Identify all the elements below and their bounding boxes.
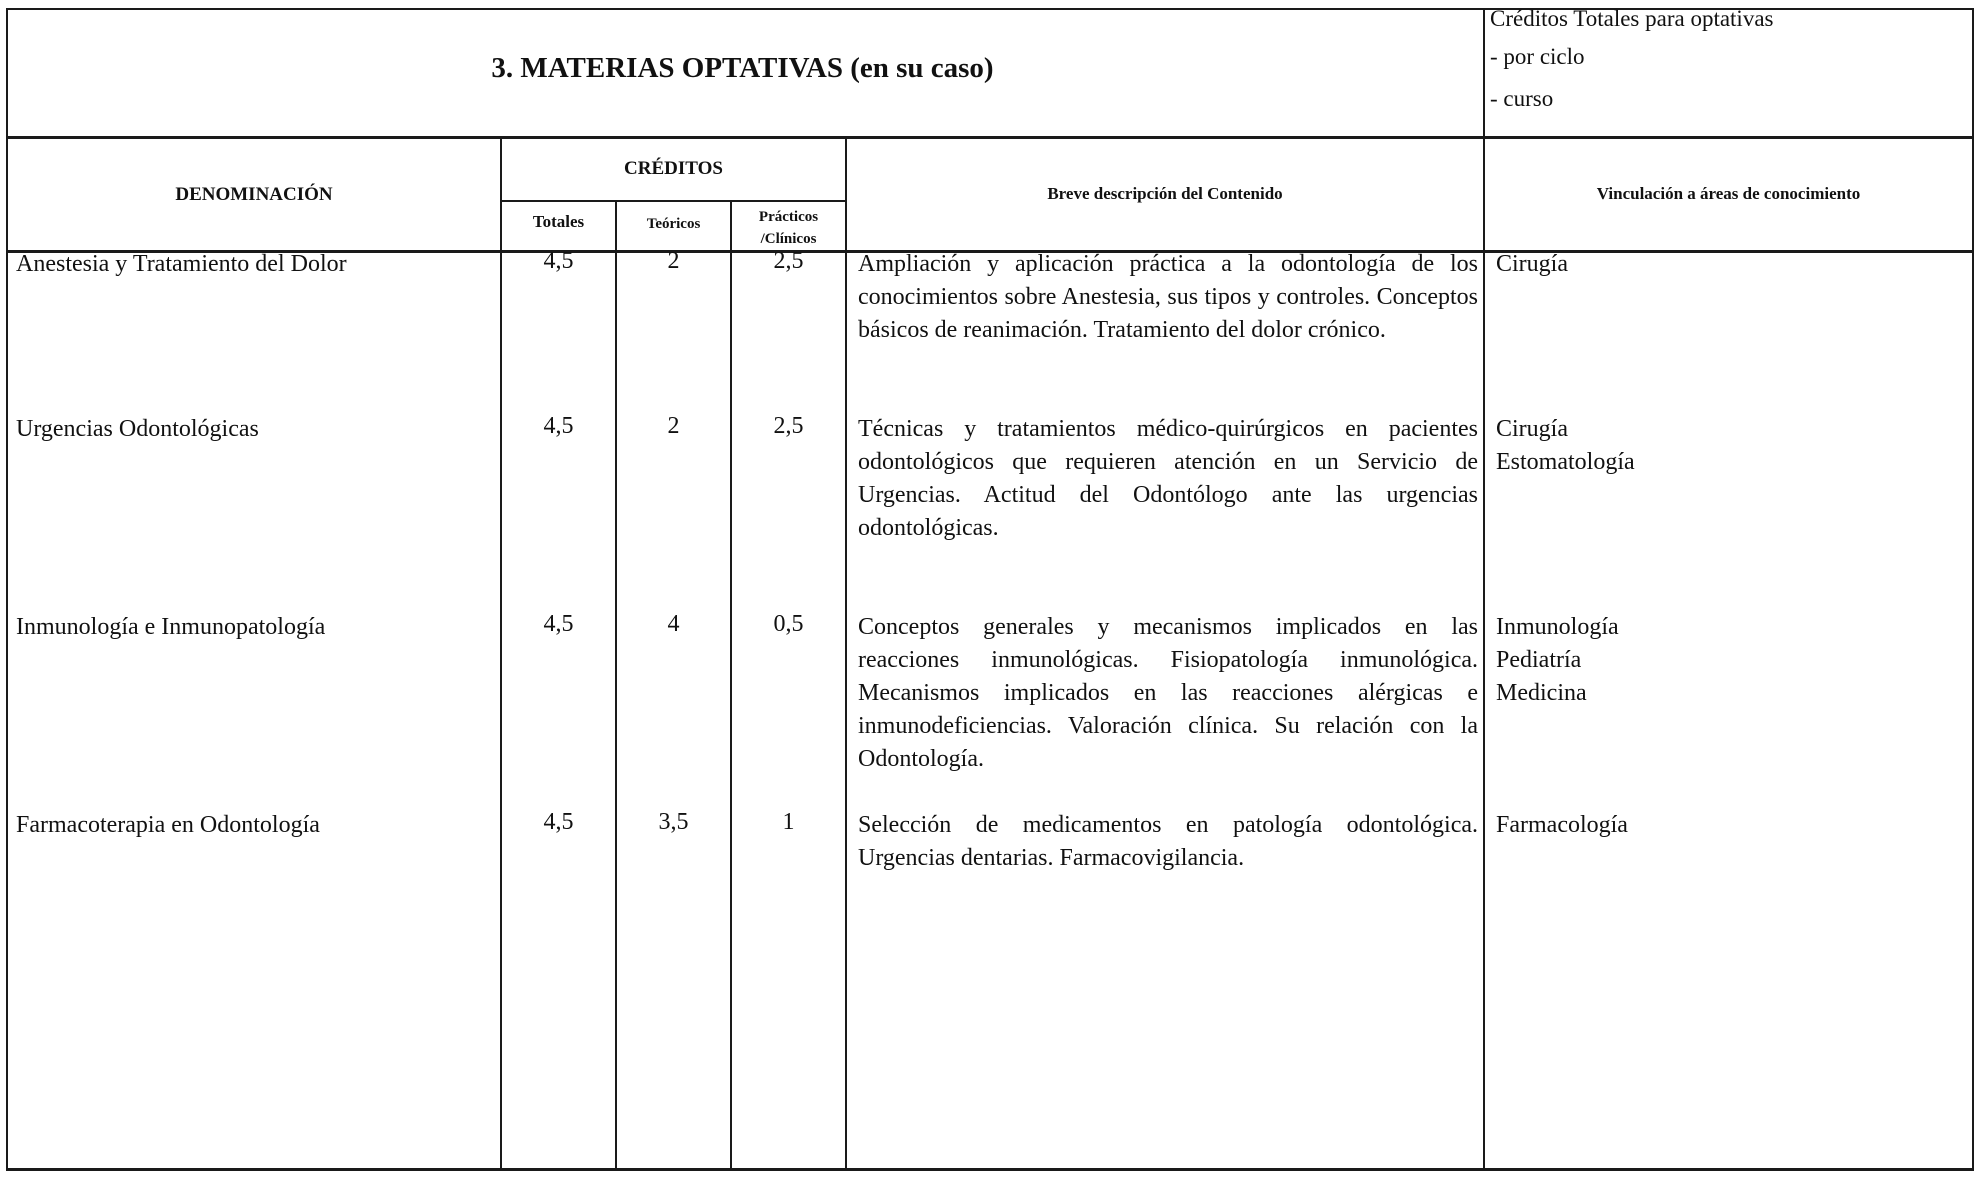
col-divider-3 <box>730 200 732 1170</box>
row-practicos: 0,5 <box>773 611 804 637</box>
title-separator-line <box>6 136 1974 139</box>
row-name: Farmacoterapia en Odontología <box>16 812 320 838</box>
row-description: Conceptos generales y mecanismos implicados en las reacciones inmunológicas. Fisiopatología inmunológica. Mecanismos implicados en las reacciones alérgicas e inmunodeficiencias. Valoración clínica. Su relación con la Odontología. <box>858 614 1478 772</box>
side-line-ciclo: - por ciclo <box>1490 44 1585 69</box>
col-divider-4 <box>845 138 847 1170</box>
col-divider-2 <box>615 200 617 1170</box>
row-practicos: 2,5 <box>773 248 804 274</box>
col-divider-1 <box>500 138 502 1170</box>
header-practicos: Prácticos <box>758 209 819 225</box>
page-title: 3. MATERIAS OPTATIVAS (en su caso) <box>491 52 994 84</box>
side-line-curso: - curso <box>1490 86 1554 111</box>
header-teoricos: Teóricos <box>646 216 701 232</box>
header-descripcion: Breve descripción del Contenido <box>1047 184 1283 203</box>
creditos-subheader-line <box>500 200 846 202</box>
row-teoricos: 2 <box>667 248 680 274</box>
row-area: Pediatría <box>1496 647 1582 673</box>
header-denominacion: DENOMINACIÓN <box>175 184 333 205</box>
side-title: Créditos Totales para optativas <box>1490 6 1774 31</box>
row-area: Cirugía <box>1496 416 1568 442</box>
row-teoricos: 2 <box>667 413 680 439</box>
row-totales: 4,5 <box>543 611 574 637</box>
row-totales: 4,5 <box>543 413 574 439</box>
header-totales: Totales <box>532 212 585 231</box>
row-totales: 4,5 <box>543 809 574 835</box>
row-teoricos: 4 <box>667 611 680 637</box>
frame-right-line <box>1972 8 1974 1170</box>
row-area: Inmunología <box>1496 614 1619 640</box>
row-description: Técnicas y tratamientos médico-quirúrgicos en pacientes odontológicos que requieren atención en un Servicio de Urgencias. Actitud del Odontólogo ante las urgencias odontológicas. <box>858 416 1478 541</box>
row-name: Anestesia y Tratamiento del Dolor <box>16 251 347 277</box>
row-totales: 4,5 <box>543 248 574 274</box>
row-area: Estomatología <box>1496 449 1635 475</box>
header-creditos: CRÉDITOS <box>624 158 723 179</box>
col-divider-5 <box>1483 138 1485 1170</box>
row-area: Cirugía <box>1496 251 1568 277</box>
row-area: Medicina <box>1496 680 1587 706</box>
row-practicos: 2,5 <box>773 413 804 439</box>
row-name: Inmunología e Inmunopatología <box>16 614 326 640</box>
row-teoricos: 3,5 <box>658 809 689 835</box>
header-clinicos: /Clínicos <box>760 231 817 247</box>
row-practicos: 1 <box>782 809 795 835</box>
row-name: Urgencias Odontológicas <box>16 416 259 442</box>
row-description: Ampliación y aplicación práctica a la odontología de los conocimientos sobre Anestesia, sus tipos y controles. Conceptos básicos de reanimación. Tratamiento del dolor crónico. <box>858 251 1478 343</box>
frame-left-line <box>6 8 8 1170</box>
header-vinculacion: Vinculación a áreas de conocimiento <box>1596 184 1861 203</box>
row-description: Selección de medicamentos en patología odontológica. Urgencias dentarias. Farmacovigilancia. <box>858 812 1478 871</box>
row-area: Farmacología <box>1496 812 1628 838</box>
frame-bottom-line <box>6 1168 1974 1171</box>
